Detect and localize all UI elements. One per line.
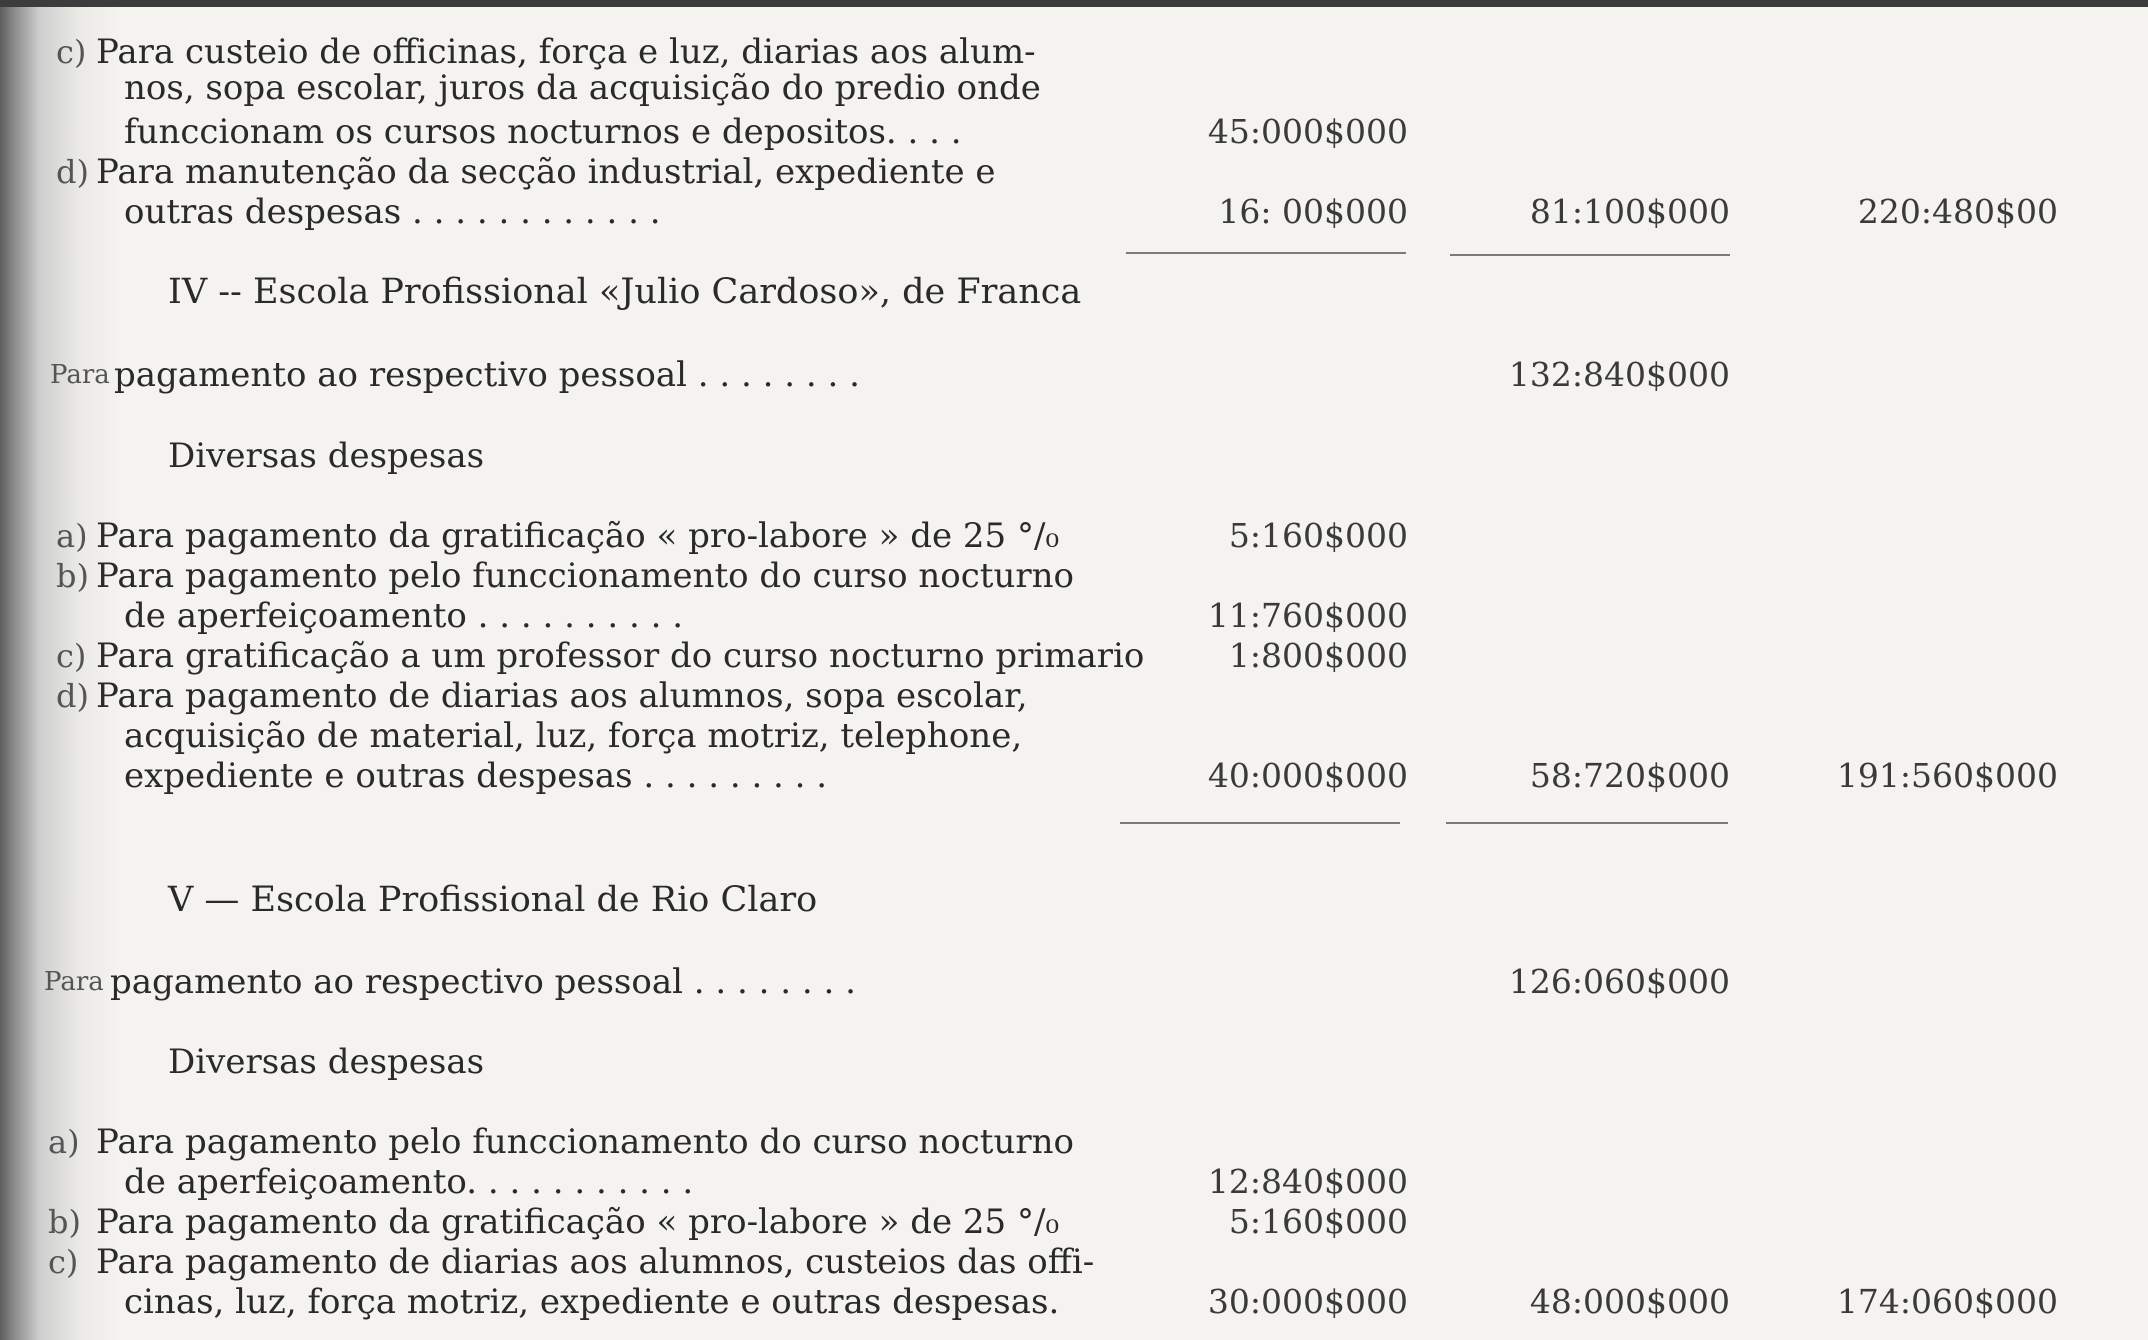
item-line: Para manutenção da secção industrial, expediente e	[96, 152, 996, 192]
item-marker: c)	[56, 637, 87, 675]
page-top-edge	[0, 0, 2148, 7]
item-marker: b)	[56, 557, 89, 595]
item-line: Para pagamento da gratificação « pro-labore » de 25 °/₀	[96, 1202, 1060, 1242]
subheading: Diversas despesas	[168, 436, 485, 476]
item-marker: a)	[48, 1123, 80, 1161]
sum-rule	[1120, 822, 1400, 824]
item-line: expediente e outras despesas . . . . . . . . .	[124, 756, 828, 796]
item-line: Para pagamento pelo funccionamento do curso nocturno	[96, 556, 1074, 596]
amount: 45:000$000	[1207, 112, 1408, 151]
subtotal: 48:000$000	[1529, 1282, 1730, 1321]
item-line: Para gratificação a um professor do curso nocturno primario	[96, 636, 1145, 676]
item-line: Para pagamento da gratificação « pro-labore » de 25 °/₀	[96, 516, 1060, 556]
subheading: Diversas despesas	[168, 1042, 485, 1082]
subtotal: 81:100$000	[1529, 192, 1730, 231]
item-marker: d)	[56, 153, 89, 191]
item-line: acquisição de material, luz, força motriz, telephone,	[124, 716, 1023, 756]
amount: 30:000$000	[1207, 1282, 1408, 1321]
item-marker: c)	[48, 1243, 79, 1281]
amount: 16: 00$000	[1218, 192, 1408, 231]
subtotal: 58:720$000	[1529, 756, 1730, 795]
personnel-amount: 126:060$000	[1508, 962, 1730, 1001]
item-line: Para pagamento de diarias aos alumnos, sopa escolar,	[96, 676, 1028, 716]
item-line: nos, sopa escolar, juros da acquisição do predio onde	[124, 68, 1041, 108]
section-heading: V — Escola Profissional de Rio Claro	[168, 880, 818, 920]
total: 174:060$000	[1836, 1282, 2058, 1321]
item-line: Para pagamento pelo funccionamento do curso nocturno	[96, 1122, 1074, 1162]
sum-rule	[1126, 252, 1406, 254]
total: 220:480$00	[1857, 192, 2058, 231]
personnel-line: pagamento ao respectivo pessoal . . . . . . . .	[110, 962, 856, 1002]
item-line: Para pagamento de diarias aos alumnos, custeios das offi-	[96, 1242, 1095, 1282]
amount: 1:800$000	[1228, 636, 1408, 675]
item-line: cinas, luz, força motriz, expediente e outras despesas.	[124, 1282, 1060, 1322]
personnel-line: pagamento ao respectivo pessoal . . . . . . . .	[114, 355, 860, 395]
item-marker: b)	[48, 1203, 81, 1241]
item-marker: c)	[56, 33, 87, 71]
personnel-amount: 132:840$000	[1508, 355, 1730, 394]
item-line: de aperfeiçoamento. . . . . . . . . . .	[124, 1162, 694, 1202]
amount: 12:840$000	[1207, 1162, 1408, 1201]
sum-rule	[1450, 254, 1730, 256]
item-marker: d)	[56, 677, 89, 715]
item-line: outras despesas . . . . . . . . . . . .	[124, 192, 661, 232]
item-line: funccionam os cursos nocturnos e depositos. . . .	[124, 112, 962, 152]
line-marker: Para	[50, 360, 110, 390]
amount: 5:160$000	[1228, 516, 1408, 555]
amount: 5:160$000	[1228, 1202, 1408, 1241]
item-line: de aperfeiçoamento . . . . . . . . . .	[124, 596, 684, 636]
total: 191:560$000	[1836, 756, 2058, 795]
item-line: Para custeio de officinas, força e luz, diarias aos alum-	[96, 32, 1036, 72]
amount: 11:760$000	[1207, 596, 1408, 635]
item-marker: a)	[56, 517, 88, 555]
amount: 40:000$000	[1207, 756, 1408, 795]
section-heading: IV -- Escola Profissional «Julio Cardoso», de Franca	[168, 272, 1082, 312]
line-marker: Para	[44, 967, 104, 997]
sum-rule	[1446, 822, 1728, 824]
